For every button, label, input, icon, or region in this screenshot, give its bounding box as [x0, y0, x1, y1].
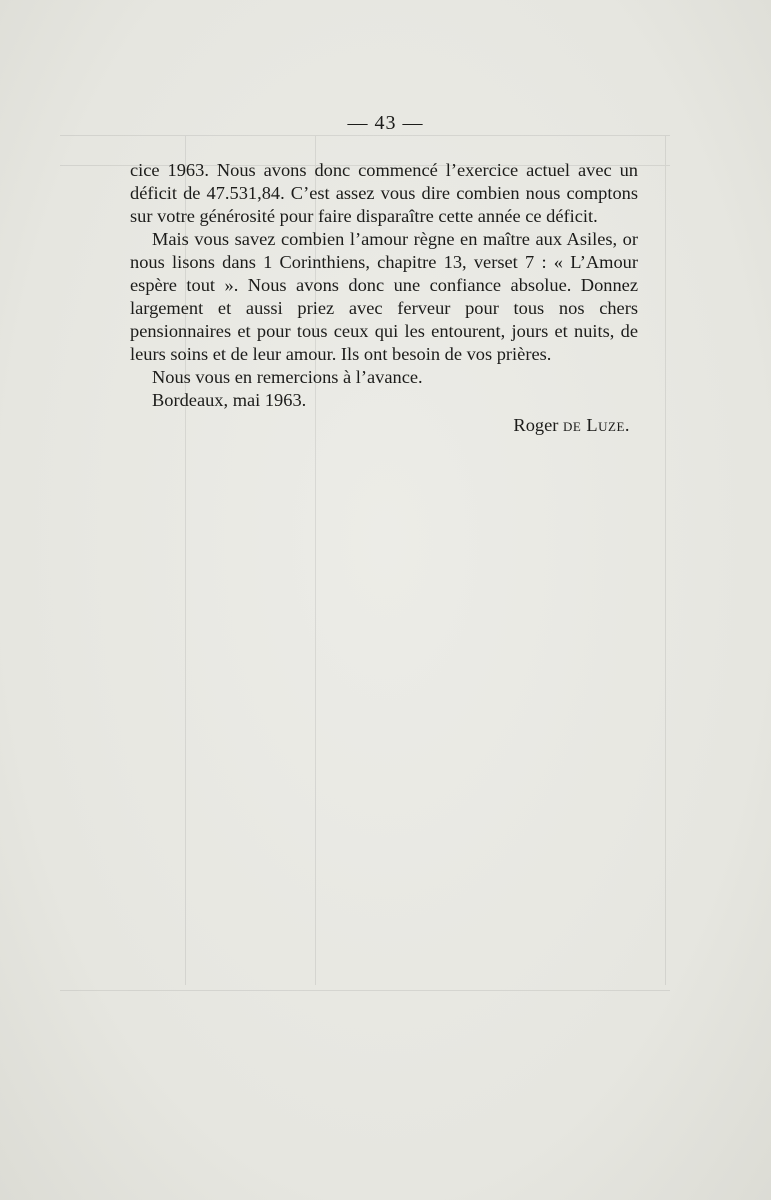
page-number: — 43 — — [347, 112, 424, 134]
signature-last-name: de Luze. — [562, 415, 630, 435]
paragraph-thanks: Nous vous en remercions à l’avance. — [152, 367, 423, 387]
paragraph-continuation: cice 1963. Nous avons donc commencé l’exercice actuel avec un déficit de 47.531,84. C’est assez vous dire combien nous comptons sur votre générosité pour faire disparaître cette année ce déficit. — [130, 160, 638, 226]
letter-body — [130, 159, 638, 437]
paragraph-amour: Mais vous savez combien l’amour règne en maître aux Asiles, or nous lisons dans 1 Corinthiens, chapitre 13, verset 7 : « L’Amour espère tout ». Nous avons donc une confiance absolue. Donnez largement et aussi priez avec ferveur pour tous nos chers pensionnaires et pour tous ceux qui les entourent, jours et nuits, de leurs soins et de leur amour. Ils ont besoin de vos prières. — [130, 229, 638, 364]
place-date: Bordeaux, mai 1963. — [152, 390, 307, 410]
signature-first-name: Roger — [513, 415, 563, 435]
signature — [130, 414, 638, 437]
